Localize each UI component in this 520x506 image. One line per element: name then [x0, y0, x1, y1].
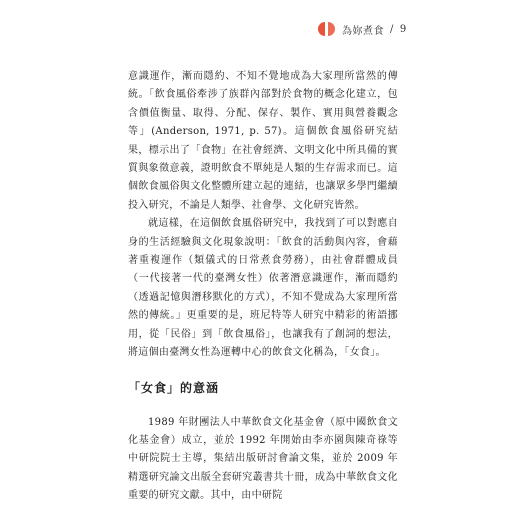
- running-header: [318, 20, 407, 38]
- publisher-logo-icon: [318, 20, 336, 38]
- section-title: 為妳煮食: [342, 25, 384, 37]
- header-separator: /: [390, 23, 394, 35]
- body-paragraph: 1989 年財團法人中華飲食文化基金會（原中國飲食文化基金會）成立，並於 1992 年開始由李亦園與陳奇祿等中研院院士主導，集結出版研討會論文集，並於 2009 年精選研究論文出版全套研究叢書共十冊，成為中華飲食文化重要的研究文獻。其中，由中研院: [128, 416, 398, 502]
- section-heading: 「女食」的意涵: [128, 380, 220, 395]
- body-paragraph: 意識運作，漸而隱約、不知不覺地成為大家理所當然的傳統。「飲食風俗牽涉了族群內部對於食物的概念化建立，包含價值衡量、取得、分配、保存、製作、實用與營養觀念等」(Anderson, 1971, p. 57)。這個飲食風俗研究結果，標示出了「食物」在社會經濟、文明文化中所具備的實質與象徵意義，證明飲食不單純是人類的生存需求而已。這個飲食風俗與文化整體所建立起的連結，也讓眾多學門繼續投入研究，不論是人類學、社會學、文化研究皆然。: [128, 71, 398, 211]
- page-number: 9: [399, 23, 407, 35]
- body-paragraph: 就這樣，在這個飲食風俗研究中，我找到了可以對應自身的生活經驗與文化現象說明：「飲食的活動與內容，會藉著重複運作（類儀式的日常煮食勞務），由社會群體成員（一代接著一代的臺灣女性）依著潛意識運作，漸而隱約（透過記憶與潛移默化的方式），不知不覺成為大家理所當然的傳統。」更重要的是，班尼特等人研究中精彩的術語挪用，從「民俗」到「飲食風俗」，也讓我有了創詞的想法，將這個由臺灣女性為運轉中心的飲食文化稱為，「女食」。: [128, 218, 398, 359]
- page-body: [128, 68, 398, 506]
